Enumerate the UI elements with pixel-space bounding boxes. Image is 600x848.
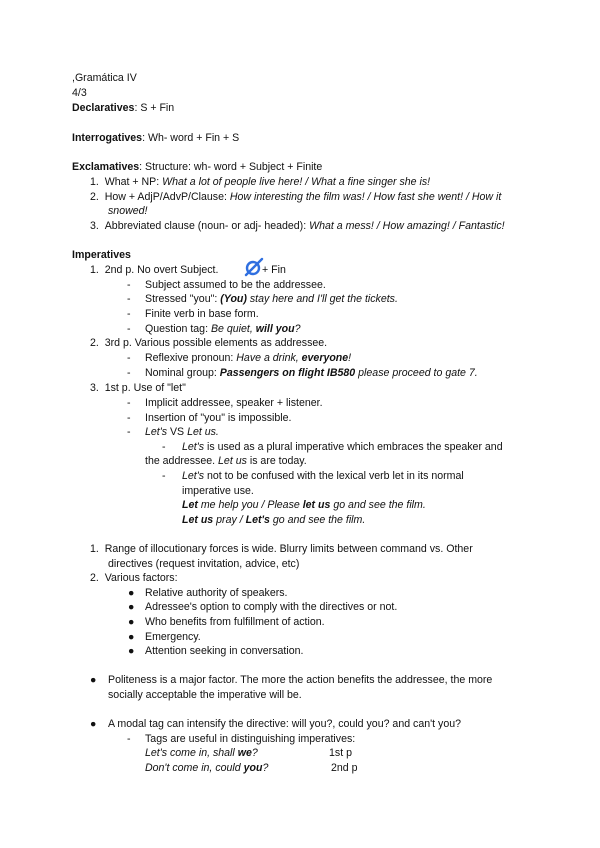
item-number: 3. bbox=[90, 382, 99, 394]
item-example-bold: (You) bbox=[220, 293, 247, 305]
item-number: 1. bbox=[90, 264, 99, 276]
item-example: Don't come in, could bbox=[145, 762, 244, 774]
list-item bbox=[90, 175, 430, 189]
doc-date: 4/3 bbox=[72, 87, 87, 99]
item-example-bold: Passengers on flight IB580 bbox=[219, 367, 356, 379]
item-example: Let's come in, shall bbox=[145, 747, 238, 759]
exclamatives-rule: : Structure: wh- word + Subject + Finite bbox=[139, 161, 323, 173]
factor-item: Who benefits from fulfillment of action. bbox=[145, 616, 325, 628]
example-line bbox=[145, 746, 258, 760]
exclamatives-line bbox=[72, 160, 322, 174]
item-example: Let us bbox=[218, 455, 247, 467]
bullet-icon: ● bbox=[90, 718, 97, 730]
item-example: ? bbox=[262, 762, 269, 774]
item-label: is are today. bbox=[246, 455, 307, 467]
list-item: - bbox=[127, 279, 131, 291]
list-item bbox=[90, 381, 186, 395]
list-item: - bbox=[127, 293, 131, 305]
item-label: not to be confused with the lexical verb let in its normal bbox=[204, 470, 464, 482]
item-text bbox=[145, 425, 219, 439]
example-line bbox=[182, 498, 426, 512]
bullet-icon: ● bbox=[128, 631, 135, 643]
list-item: - bbox=[162, 470, 166, 482]
item-number: 1. bbox=[90, 543, 99, 555]
item-example: pray / bbox=[213, 514, 246, 526]
item-text: Various factors: bbox=[104, 572, 178, 584]
item-text bbox=[145, 322, 301, 336]
item-example-cont: snowed! bbox=[108, 205, 148, 217]
item-example: please proceed to gate 7. bbox=[355, 367, 478, 379]
doc-title: ,Gramática IV bbox=[72, 72, 137, 84]
item-example: ? bbox=[294, 323, 301, 335]
item-example-bold: will you bbox=[255, 323, 295, 335]
item-example-bold: Let bbox=[182, 499, 198, 511]
list-item: - bbox=[162, 441, 166, 453]
item-example: me help you / Please bbox=[197, 499, 303, 511]
item-text bbox=[145, 366, 478, 380]
bullet-icon: ● bbox=[128, 645, 135, 657]
factor-item: Adressee's option to comply with the directives or not. bbox=[145, 601, 398, 613]
interrogatives-line bbox=[72, 131, 239, 145]
item-example: How interesting the film was! / How fast she went! / How it bbox=[229, 191, 502, 203]
item-label: the addressee. bbox=[145, 455, 219, 467]
item-example: ? bbox=[251, 747, 258, 759]
item-text: 2nd p. No overt Subject. bbox=[104, 264, 219, 276]
item-label: Nominal group: bbox=[145, 367, 220, 379]
item-text: What + NP: bbox=[104, 176, 163, 188]
declaratives-label: Declaratives bbox=[72, 102, 135, 114]
item-example: ! bbox=[348, 352, 352, 364]
item-label: Question tag: bbox=[145, 323, 211, 335]
list-item: - bbox=[127, 412, 131, 424]
item-text bbox=[182, 440, 503, 454]
declaratives-line bbox=[72, 101, 174, 115]
item-example: What a mess! / How amazing! / Fantastic! bbox=[309, 220, 505, 232]
item-example-bold: Let us bbox=[182, 514, 214, 526]
item-number: 2. bbox=[90, 337, 99, 349]
person-label: 1st p bbox=[329, 747, 352, 759]
item-example-bold: we bbox=[237, 747, 252, 759]
item-example: Let's bbox=[182, 470, 205, 482]
item-label: Stressed "you": bbox=[145, 293, 221, 305]
list-item bbox=[90, 219, 505, 233]
item-text: Tags are useful in distinguishing imperatives: bbox=[145, 733, 356, 745]
item-label: Reflexive pronoun: bbox=[145, 352, 237, 364]
item-example-bold: Let's bbox=[245, 514, 270, 526]
politeness-text-cont: socially acceptable the imperative will be. bbox=[108, 689, 302, 701]
list-item bbox=[90, 190, 501, 204]
imperatives-label: Imperatives bbox=[72, 249, 131, 261]
modal-text: A modal tag can intensify the directive: will you?, could you? and can't you? bbox=[108, 718, 462, 730]
item-example-bold: let us bbox=[302, 499, 331, 511]
item-example: go and see the film. bbox=[330, 499, 426, 511]
list-item bbox=[90, 263, 218, 277]
list-item: - bbox=[127, 426, 131, 438]
item-text: Insertion of "you" is impossible. bbox=[145, 412, 292, 424]
bullet-icon: ● bbox=[90, 674, 97, 686]
list-item: - bbox=[127, 367, 131, 379]
item-text: Implicit addressee, speaker + listener. bbox=[145, 397, 323, 409]
item-example: stay here and I'll get the tickets. bbox=[246, 293, 398, 305]
item-text: Subject assumed to be the addressee. bbox=[145, 279, 326, 291]
plus-fin: + Fin bbox=[262, 264, 286, 276]
item-number: 2. bbox=[90, 572, 99, 584]
item-text bbox=[182, 469, 464, 483]
bullet-icon: ● bbox=[128, 601, 135, 613]
item-text: 3rd p. Various possible elements as addressee. bbox=[104, 337, 328, 349]
list-item bbox=[90, 336, 327, 350]
item-example: What a lot of people live here! / What a fine singer she is! bbox=[162, 176, 431, 188]
item-text: Range of illocutionary forces is wide. Blurry limits between command vs. Other bbox=[104, 543, 473, 555]
item-text: Finite verb in base form. bbox=[145, 308, 259, 320]
item-example-bold: everyone bbox=[301, 352, 349, 364]
item-example: Have a drink, bbox=[236, 352, 302, 364]
bullet-icon: ● bbox=[128, 616, 135, 628]
item-example: Let us. bbox=[187, 426, 219, 438]
item-number: 1. bbox=[90, 176, 99, 188]
list-item: - bbox=[127, 352, 131, 364]
item-number: 2. bbox=[90, 191, 99, 203]
item-example: Let's bbox=[145, 426, 168, 438]
item-example: go and see the film. bbox=[269, 514, 366, 526]
list-item: - bbox=[127, 733, 131, 745]
interrogatives-label: Interrogatives bbox=[72, 132, 143, 144]
item-text-cont: imperative use. bbox=[182, 485, 254, 497]
politeness-text: Politeness is a major factor. The more the action benefits the addressee, the more bbox=[108, 674, 493, 686]
factor-item: Relative authority of speakers. bbox=[145, 587, 288, 599]
item-text-cont bbox=[145, 454, 307, 468]
item-example: Be quiet, bbox=[210, 323, 256, 335]
interrogatives-rule: : Wh- word + Fin + S bbox=[142, 132, 240, 144]
item-text: How + AdjP/AdvP/Clause: bbox=[104, 191, 230, 203]
item-label: is used as a plural imperative which embraces the speaker and bbox=[204, 441, 503, 453]
list-item bbox=[90, 571, 178, 585]
item-text: Abbreviated clause (noun- or adj- headed): bbox=[104, 220, 310, 232]
item-text: 1st p. Use of "let" bbox=[104, 382, 186, 394]
list-item bbox=[90, 542, 473, 556]
person-label: 2nd p bbox=[331, 762, 358, 774]
list-item: - bbox=[127, 323, 131, 335]
list-item: - bbox=[127, 397, 131, 409]
item-example: Let's bbox=[182, 441, 205, 453]
declaratives-rule: : S + Fin bbox=[134, 102, 175, 114]
factor-item: Attention seeking in conversation. bbox=[145, 645, 304, 657]
item-example-bold: you bbox=[243, 762, 263, 774]
exclamatives-label: Exclamatives bbox=[72, 161, 140, 173]
factor-item: Emergency. bbox=[145, 631, 201, 643]
item-label: VS bbox=[167, 426, 188, 438]
bullet-icon: ● bbox=[128, 587, 135, 599]
item-text bbox=[145, 292, 398, 306]
item-text-cont: directives (request invitation, advice, etc) bbox=[108, 558, 300, 570]
example-line bbox=[182, 513, 365, 527]
item-number: 3. bbox=[90, 220, 99, 232]
item-text bbox=[145, 351, 351, 365]
example-line bbox=[145, 761, 268, 775]
list-item: - bbox=[127, 308, 131, 320]
